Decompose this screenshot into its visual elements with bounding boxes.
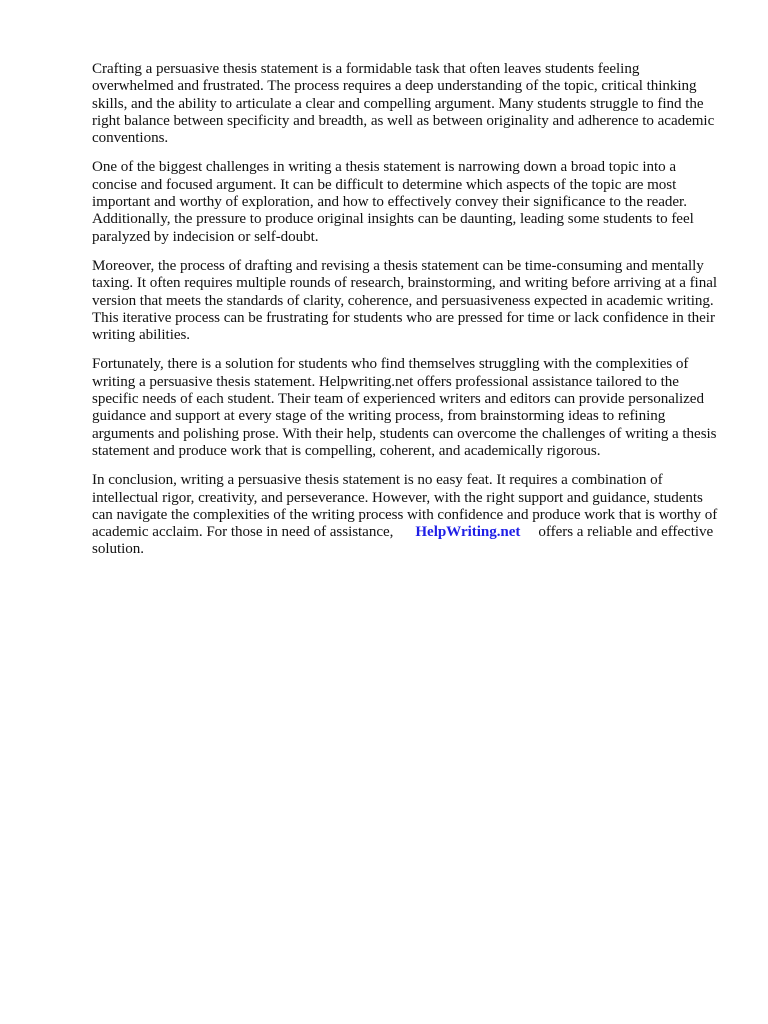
paragraph-4: Fortunately, there is a solution for students who find themselves struggling with the complexities of writing a persuasive thesis statement. Helpwriting.net offers professional assistance tailored to the specific needs of each student. Their team of experienced writers and editors can provide personalized guidance and support at every stage of the writing process, from brainstorming ideas to refining arguments and polishing prose. With their help, students can overcome the challenges of writing a thesis statement and produce work that is compelling, coherent, and academically rigorous. (92, 356, 717, 459)
paragraph-1: Crafting a persuasive thesis statement is a formidable task that often leaves students feeling overwhelmed and frustrated. The process requires a deep understanding of the topic, critical thinking skills, and the ability to articulate a clear and compelling argument. Many students struggle to find the right balance between specificity and breadth, as well as between originality and adherence to academic conventions. (92, 61, 715, 147)
helpwriting-link[interactable]: HelpWriting.net (415, 524, 521, 541)
paragraph-3: Moreover, the process of drafting and revising a thesis statement can be time-consuming and mentally taxing. It often requires multiple rounds of research, brainstorming, and writing before arriving at a final version that meets the standards of clarity, coherence, and persuasiveness expected in academic writing. This iterative process can be frustrating for students who are pressed for time or lack confidence in their writing abilities. (92, 257, 717, 344)
paragraph-2: One of the biggest challenges in writing a thesis statement is narrowing down a broad topic into a concise and focused argument. It can be difficult to determine which aspects of the topic are most important and worthy of exploration, and how to effectively convey their significance to the reader. Additionally, the pressure to produce original insights can be daunting, leading some students to feel paralyzed by indecision or self-doubt. (92, 159, 694, 245)
paragraph-conclusion (92, 472, 722, 558)
conclusion-text-end: offers a reliable and effective solution. (92, 524, 714, 558)
conclusion-text: In conclusion, writing a persuasive thesis statement is no easy feat. It requires a combination of intellectual rigor, creativity, and perseverance. However, with the right support and guidance, students can navigate the complexities of the writing process with confidence and produce work that is worthy of academic acclaim. For those in need of assistance, (92, 472, 718, 541)
document-body (92, 61, 722, 571)
